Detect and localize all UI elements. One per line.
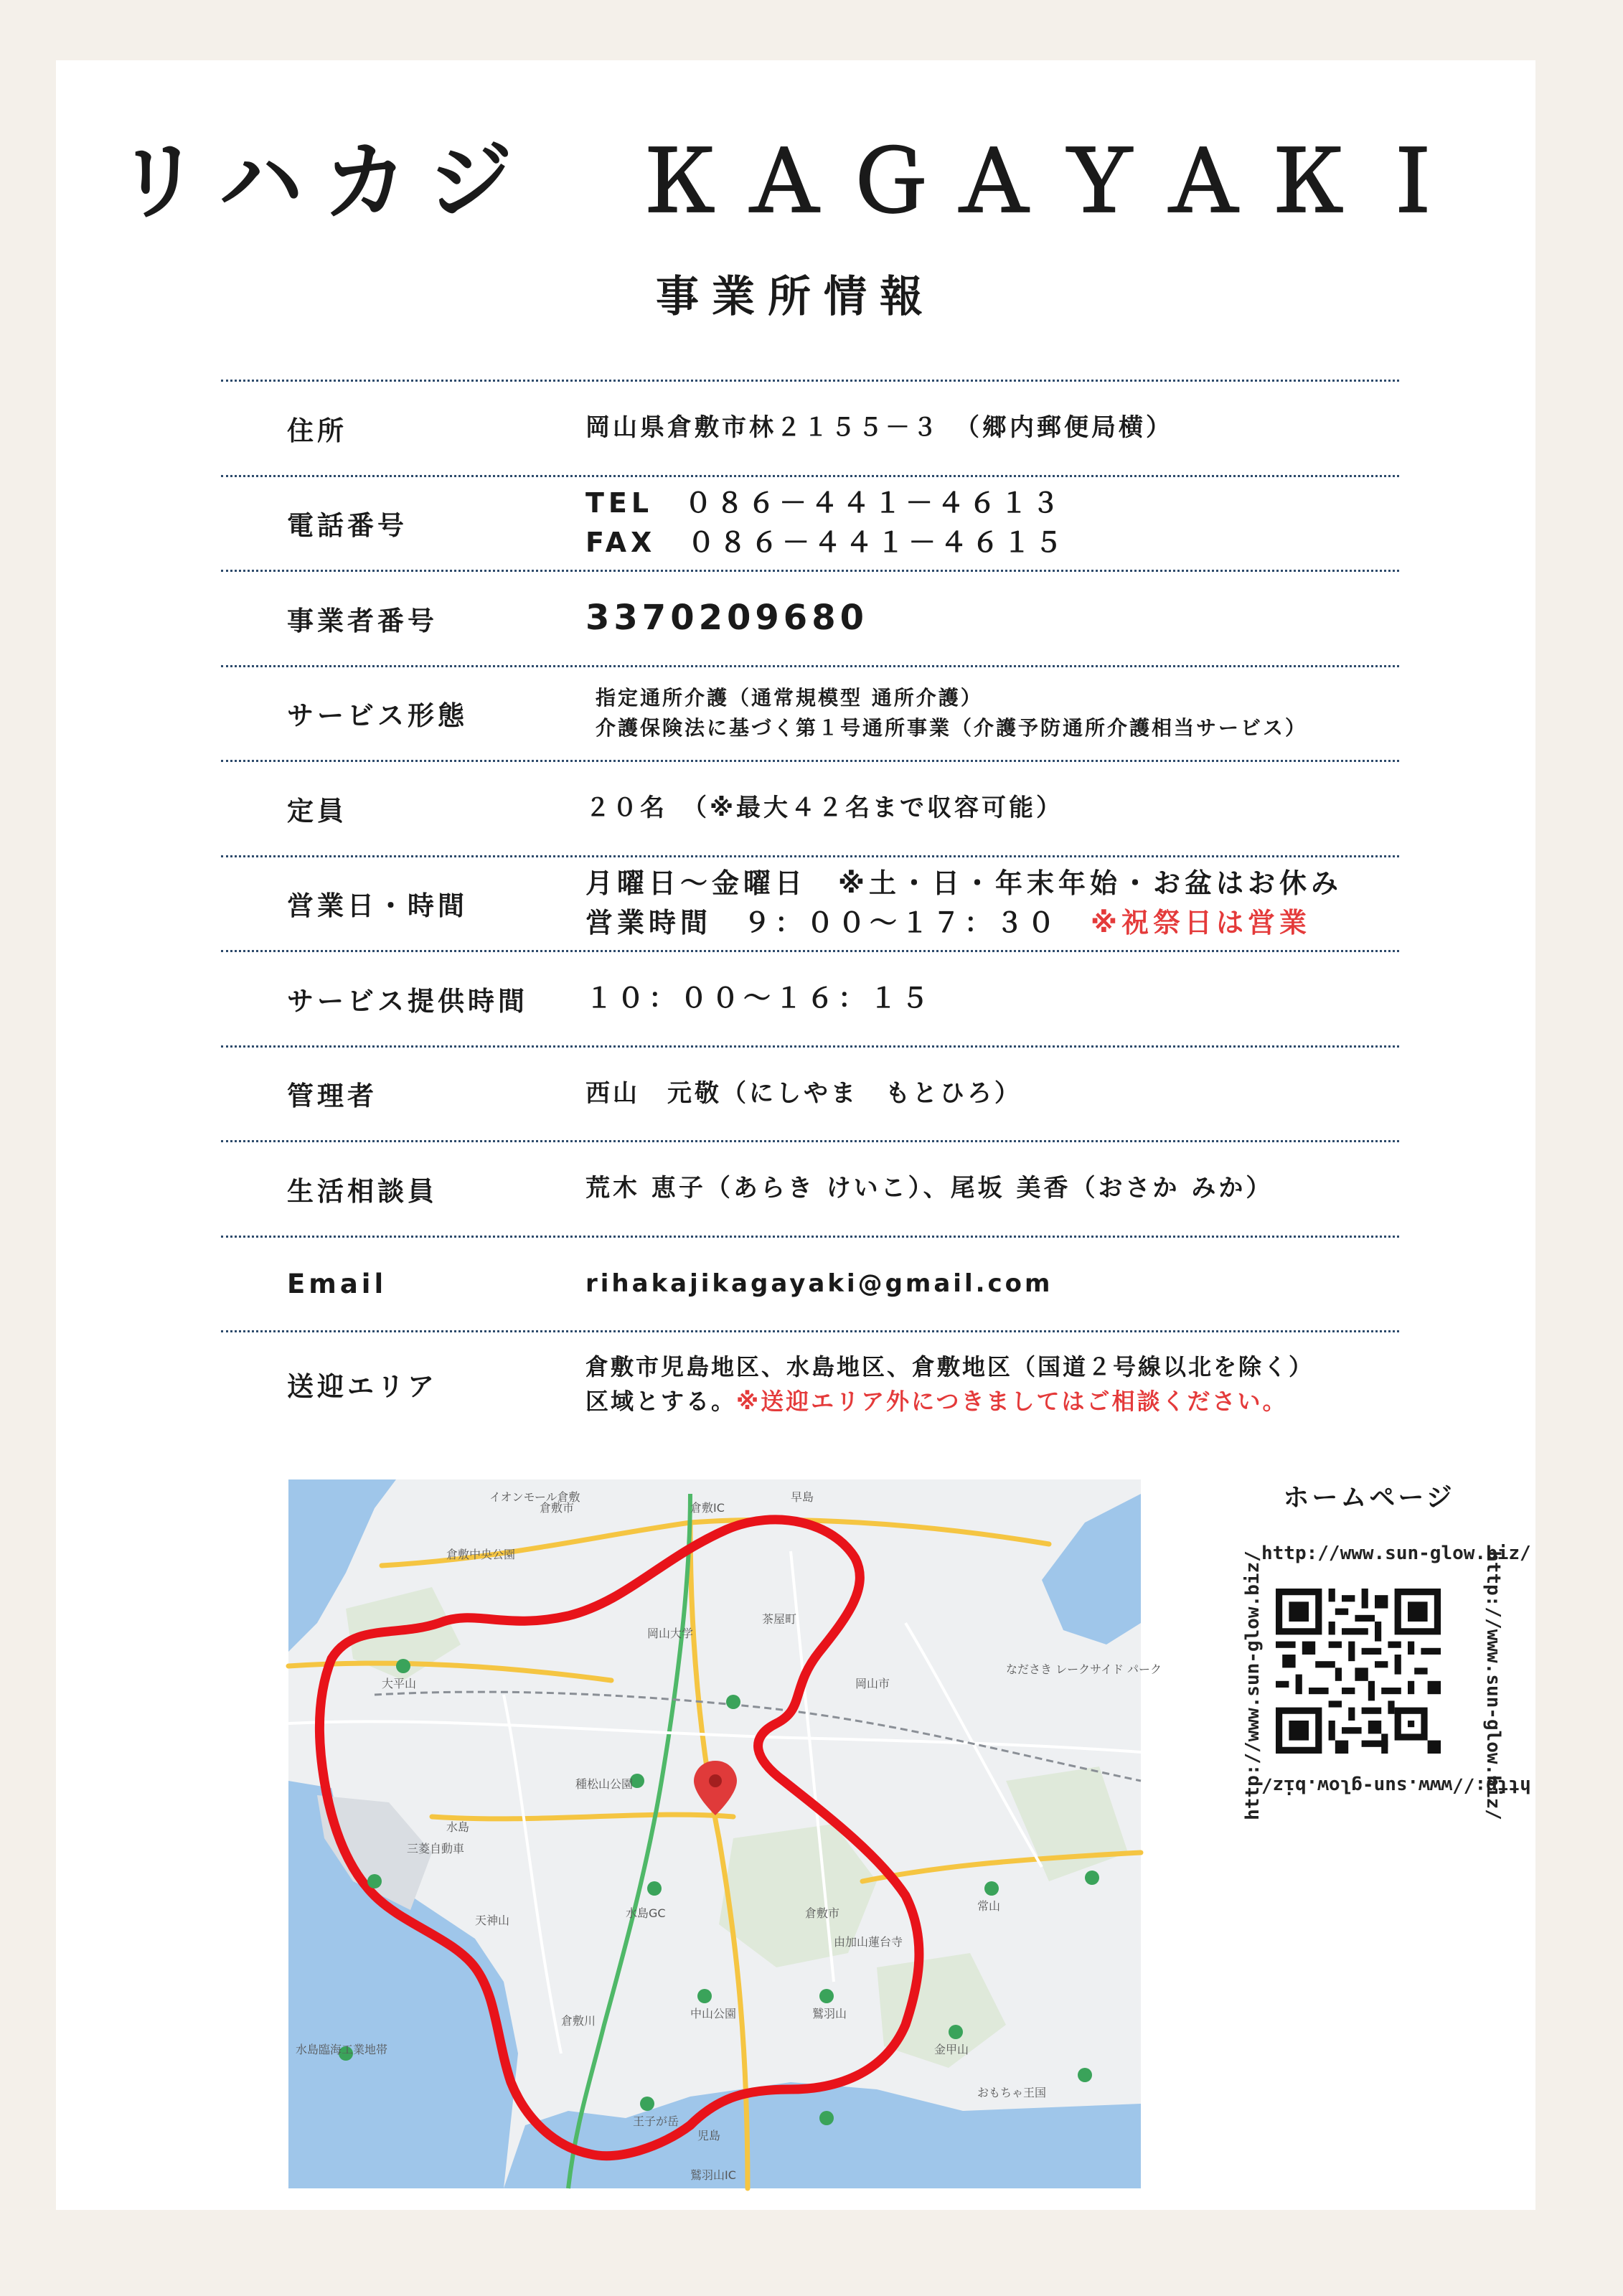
row-counselor [221,1142,1399,1238]
row-label: 送迎エリア [287,1370,438,1402]
map-label: 王子が岳 [633,2114,679,2128]
map-label: 大平山 [382,1677,417,1690]
document-sheet [56,60,1535,2210]
row-value [585,1238,1399,1331]
page-title: リハカジ ＫＡＧＡＹＡＫＩ [116,132,1476,231]
row-value [585,857,1399,951]
pickup-area-map[interactable] [288,1479,1162,2188]
pickup-area-text: 区域とする。 [585,1387,737,1415]
row-label: 住所 [287,415,347,446]
page-subtitle: 事業所情報 [656,272,936,322]
row-label: Email [287,1268,387,1299]
qr-url-right: http://www.sun-glow.biz/ [1482,1551,1504,1820]
map-label: 由加山蓮台寺 [834,1935,903,1949]
counselor-names: 荒木 恵子（あらき けいこ）、尾坂 美香（おさか みか） [585,1174,1274,1203]
map-label: 茶屋町 [762,1612,797,1626]
row-business-hours [221,857,1399,953]
map-label: 倉敷IC [690,1501,725,1515]
map-label: イオンモール倉敷 [489,1490,580,1504]
row-value [585,1142,1399,1236]
row-service-hours [221,952,1399,1048]
row-email [221,1238,1399,1333]
map-label: 岡山大学 [647,1627,694,1640]
row-capacity [221,762,1399,857]
map-label: 水島GC [626,1906,666,1920]
manager-name: 西山 元敬（にしやま もとひろ） [585,1078,1022,1108]
qr-url-bottom: http://www.sun-glow.biz/ [1261,1775,1531,1797]
row-label: 生活相談員 [287,1175,438,1207]
tel-number: TEL ０８６－４４１－４６１３ [585,487,1064,519]
row-value [596,667,1399,761]
row-label: サービス形態 [287,700,468,732]
row-label: サービス提供時間 [287,985,528,1017]
map-label: 倉敷市 [540,1501,575,1515]
row-value [585,477,1399,570]
map-label: 鷲羽山IC [690,2168,736,2182]
row-value [585,762,1399,855]
row-value [585,1048,1399,1141]
map-label: 倉敷中央公園 [446,1548,516,1561]
map-label: 岡山市 [855,1677,890,1690]
qr-code-icon [1276,1589,1441,1754]
fax-number: FAX ０８６－４４１－４６１５ [585,527,1067,559]
capacity-text: ２０名 （※最大４２名まで収容可能） [585,794,1064,823]
map-label: 倉敷川 [561,2014,596,2028]
email-address[interactable]: rihakajikagayaki@gmail.com [585,1269,1053,1298]
address-text: 岡山県倉敷市林２１５５－３ （郷内郵便局横） [585,413,1173,443]
service-type-line: 指定通所介護（通常規模型 通所介護） [596,686,983,710]
map-label: 天神山 [475,1914,510,1927]
map-label: 水島 [446,1820,470,1834]
row-phone [221,477,1399,573]
row-service-type [221,667,1399,763]
row-label: 営業日・時間 [287,890,468,922]
pickup-area-line [585,1384,1399,1418]
map-label: 早島 [791,1490,814,1504]
business-hours [585,903,1399,943]
row-business-number [221,572,1399,667]
map-label: 常山 [977,1899,1001,1913]
row-label: 電話番号 [287,510,408,542]
map-label: おもちゃ王国 [977,2086,1047,2099]
homepage-label: ホームページ [1283,1483,1455,1512]
row-manager [221,1048,1399,1143]
pickup-area-note: ※送迎エリア外につきましてはご相談ください。 [736,1387,1288,1415]
row-value [585,382,1399,475]
map-label: 倉敷市 [805,1906,840,1920]
service-type-line: 介護保険法に基づく第１号通所事業（介護予防通所介護相当サービス） [596,716,1308,740]
row-address [221,382,1399,477]
row-label: 事業者番号 [287,605,438,636]
row-label: 管理者 [287,1081,377,1112]
pickup-area-line: 倉敷市児島地区、水島地区、倉敷地区（国道２号線以北を除く） [585,1352,1314,1380]
map-label: 種松山公園 [575,1777,634,1791]
map-label: 中山公園 [690,2007,737,2020]
map-label: 鷲羽山 [812,2007,847,2020]
row-value [585,952,1399,1045]
row-pickup-area [221,1332,1399,1435]
business-days: 月曜日～金曜日 ※土・日・年末年始・お盆はお休み [585,867,1342,900]
business-number: 3370209680 [585,597,868,638]
map-label: 水島臨海工業地帯 [296,2043,388,2056]
homepage-qr[interactable] [1226,1538,1531,1825]
row-label: 定員 [287,795,347,827]
holiday-note: ※祝祭日は営業 [1091,907,1311,939]
qr-url-top: http://www.sun-glow.biz/ [1261,1543,1531,1564]
row-value [585,1332,1399,1435]
map-label: 金甲山 [934,2043,969,2056]
row-value [585,572,1399,665]
info-table [221,380,1399,1435]
qr-url-left: http://www.sun-glow.biz/ [1241,1551,1264,1820]
service-hours: １０：００～１６：１５ [585,982,933,1015]
map-label: 児島 [697,2129,721,2142]
map-label: なださき レークサイド パーク [1006,1662,1162,1676]
hours-text: 営業時間 ９：００～１７：３０ [585,907,1091,939]
map-label: 三菱自動車 [407,1842,465,1855]
